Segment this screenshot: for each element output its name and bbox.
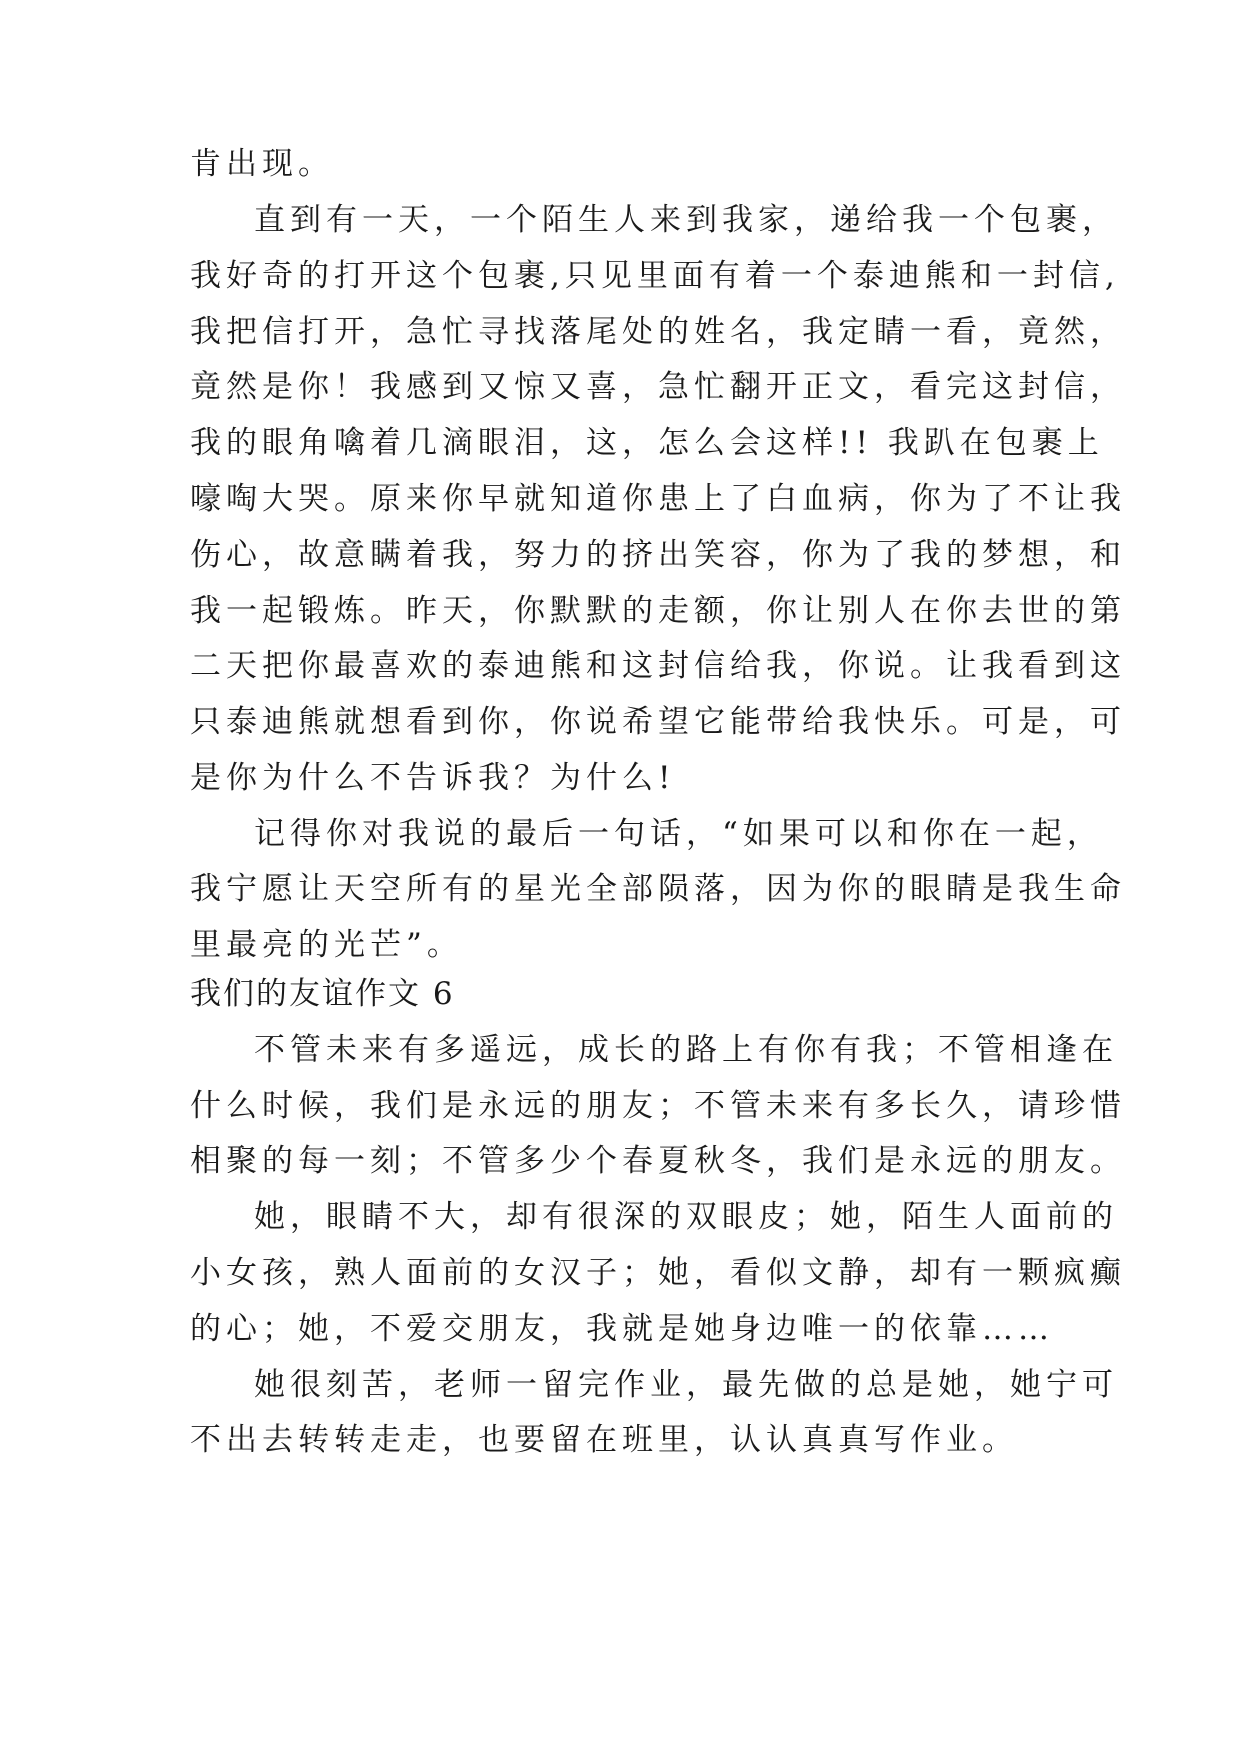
text-line: 二天把你最喜欢的泰迪熊和这封信给我，你说。让我看到这 [190,648,1126,684]
text-line: 肯出现。 [190,146,334,182]
text-line: 的心；她，不爱交朋友，我就是她身边唯一的依靠…… [190,1311,1054,1347]
text-line: 什么时候，我们是永远的朋友；不管未来有多长久，请珍惜 [190,1088,1126,1124]
text-line: 是你为什么不告诉我？为什么! [190,760,676,796]
text-line: 我宁愿让天空所有的星光全部陨落，因为你的眼睛是我生命 [190,871,1126,907]
text-line: 我把信打开，急忙寻找落尾处的姓名，我定睛一看，竟然， [190,314,1126,350]
text-line: 里最亮的光芒”。 [190,927,463,963]
paragraph-first-line: 记得你对我说的最后一句话，“如果可以和你在一起， [254,816,1103,852]
text-line: 伤心，故意瞒着我，努力的挤出笑容，你为了我的梦想，和 [190,537,1126,573]
text-line: 只泰迪熊就想看到你，你说希望它能带给我快乐。可是，可 [190,704,1126,740]
text-line: 不出去转转走走，也要留在班里，认认真真写作业。 [190,1422,1018,1458]
text-line: 我一起锻炼。昨天，你默默的走额，你让别人在你去世的第 [190,593,1126,629]
paragraph-first-line: 她，眼睛不大，却有很深的双眼皮；她，陌生人面前的 [254,1199,1118,1235]
text-line: 嚎啕大哭。原来你早就知道你患上了白血病，你为了不让我 [190,481,1126,517]
text-line: 我好奇的打开这个包裹,只见里面有着一个泰迪熊和一封信, [190,258,1120,294]
text-line: 竟然是你！我感到又惊又喜，急忙翻开正文，看完这封信， [190,369,1126,405]
section-heading: 我们的友谊作文 6 [190,976,455,1012]
paragraph-first-line: 不管未来有多遥远，成长的路上有你有我；不管相逢在 [254,1032,1118,1068]
text-line: 我的眼角噙着几滴眼泪，这，怎么会这样!! 我趴在包裹上 [190,425,1104,461]
paragraph-first-line: 直到有一天，一个陌生人来到我家，递给我一个包裹， [254,202,1118,238]
text-line: 小女孩，熟人面前的女汉子；她，看似文静，却有一颗疯癫 [190,1255,1126,1291]
paragraph-first-line: 她很刻苦，老师一留完作业，最先做的总是她，她宁可 [254,1367,1118,1403]
text-line: 相聚的每一刻；不管多少个春夏秋冬，我们是永远的朋友。 [190,1143,1126,1179]
